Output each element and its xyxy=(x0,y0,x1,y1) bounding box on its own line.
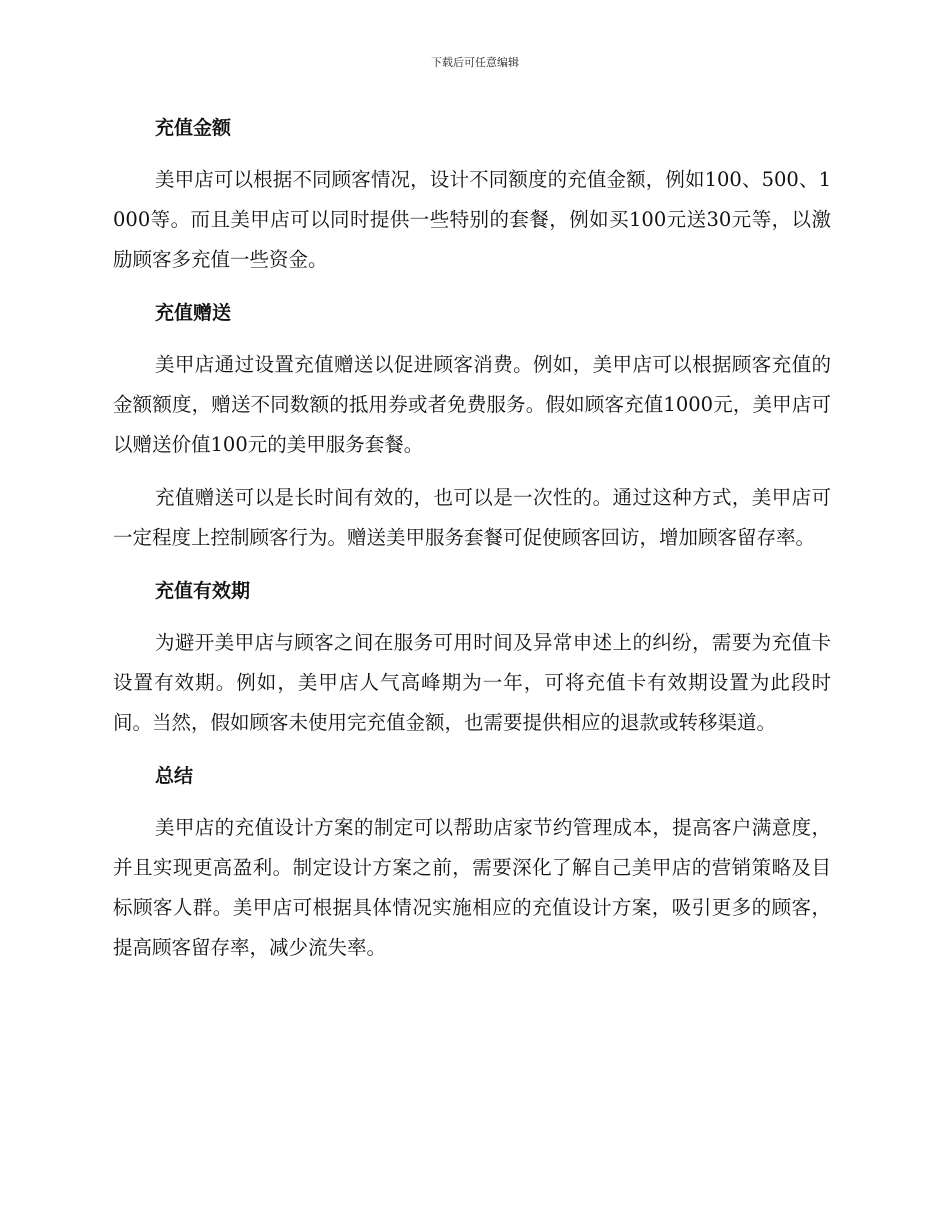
section-heading: 充值金额 xyxy=(155,117,232,139)
paragraph: 为避开美甲店与顾客之间在服务可用时间及异常申述上的纠纷，需要为充值卡设置有效期。例如，美甲店人气高峰期为一年，可将充值卡有效期设置为此段时间。当然，假如顾客未使用完充值金额，也需要提供相应的退款或转移渠道。 xyxy=(113,631,831,734)
section-recharge-gift xyxy=(113,293,831,558)
paragraph: 美甲店的充值设计方案的制定可以帮助店家节约管理成本，提高客户满意度，并且实现更高盈利。制定设计方案之前，需要深化了解自己美甲店的营销策略及目标顾客人群。美甲店可根据具体情况实施相应的充值设计方案，吸引更多的顾客，提高顾客留存率，减少流失率。 xyxy=(113,816,831,959)
paragraph: 充值赠送可以是长时间有效的，也可以是一次性的。通过这种方式，美甲店可一定程度上控制顾客行为。赠送美甲服务套餐可促使顾客回访，增加顾客留存率。 xyxy=(113,486,831,549)
section-recharge-validity xyxy=(113,571,831,743)
section-summary xyxy=(113,756,831,968)
document-body xyxy=(113,108,831,981)
section-heading: 充值有效期 xyxy=(155,580,251,602)
section-recharge-amount xyxy=(113,108,831,280)
section-heading: 总结 xyxy=(155,765,194,787)
paragraph: 美甲店可以根据不同顾客情况，设计不同额度的充值金额，例如100、500、1000等。而且美甲店可以同时提供一些特别的套餐，例如买100元送30元等，以激励顾客多充值一些资金。 xyxy=(113,168,831,271)
paragraph: 美甲店通过设置充值赠送以促进顾客消费。例如，美甲店可以根据顾客充值的金额额度，赠送不同数额的抵用券或者免费服务。假如顾客充值1000元，美甲店可以赠送价值100元的美甲服务套餐。 xyxy=(113,353,831,456)
page-header: 下载后可任意编辑 xyxy=(431,56,519,69)
section-heading: 充值赠送 xyxy=(155,302,232,324)
